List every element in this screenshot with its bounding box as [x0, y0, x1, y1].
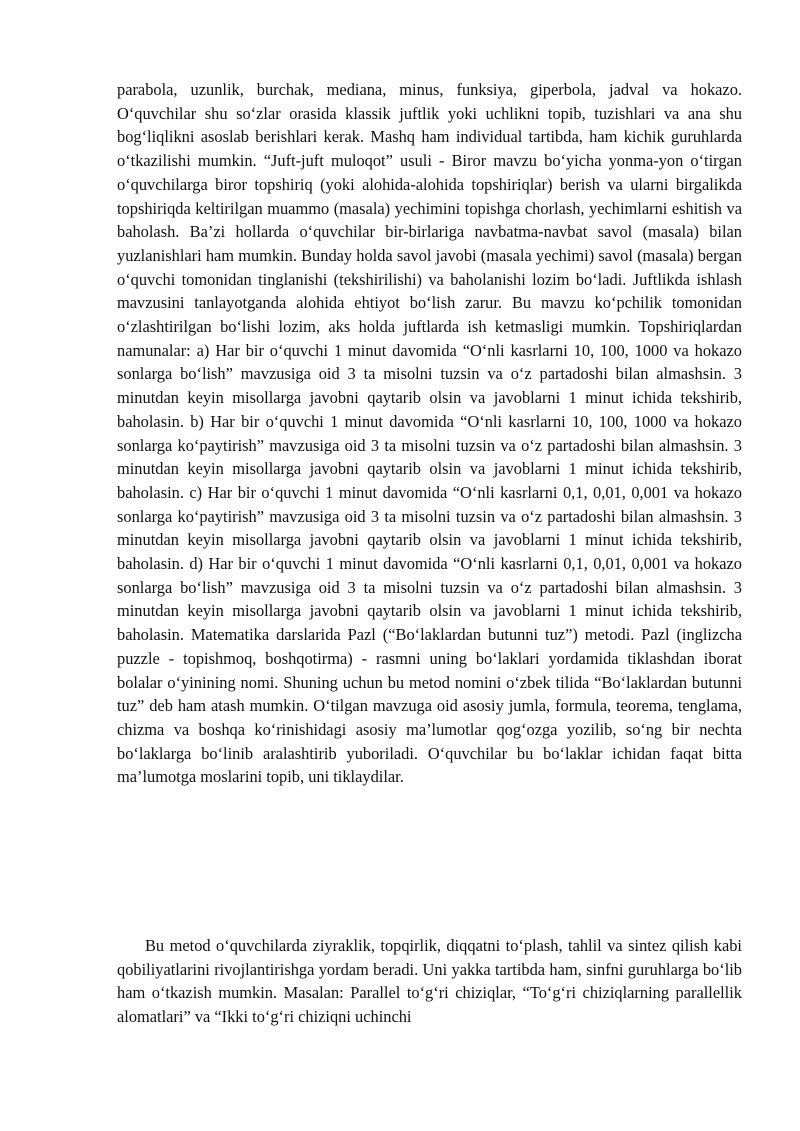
body-paragraph: parabola, uzunlik, burchak, mediana, minus, funksiya, giperbola, jadval va hokazo. O‘quvchilar shu so‘zlar orasida klassik juftlik yoki uchlikni topib, tuzishlari va ana shu bog‘liqlikni asoslab berishlari kerak. Mashq ham individual tartibda, ham kichik guruhlarda o‘tkazilishi mumkin. “Juft-juft muloqot” usuli - Biror mavzu bo‘yicha yonma-yon o‘tirgan o‘quvchilarga biror topshiriq (yoki alohida-alohida topshiriqlar) berish va ularni birgalikda topshiriqda keltirilgan muammo (masala) yechimini topishga chorlash, yechimlarni eshitish va baholash. Ba’zi hollarda o‘quvchilar bir-birlariga navbatma-navbat savol (masala) bilan yuzlanishlari ham mumkin. Bunday holda savol javobi (masala yechimi) savol (masala) bergan o‘quvchi tomonidan tinglanishi (tekshirilishi) va baholanishi lozim bo‘ladi. Juftlikda ishlash mavzusini tanlayotganda alohida ehtiyot bo‘lish zarur. Bu mavzu ko‘pchilik tomonidan o‘zlashtirilgan bo‘lishi lozim, aks holda juftlarda ish ketmasligi mumkin. Topshiriqlardan namunalar: a) Har bir o‘quvchi 1 minut davomida “O‘nli kasrlarni 10, 100, 1000 va hokazo sonlarga bo‘lish” mavzusiga oid 3 ta misolni tuzsin va o‘z partadoshi bilan almashsin. 3 minutdan keyin misollarga javobni qaytarib olsin va javoblarni 1 minut ichida tekshirib, baholasin. b) Har bir o‘quvchi 1 minut davomida “O‘nli kasrlarni 10, 100, 1000 va hokazo sonlarga ko‘paytirish” mavzusiga oid 3 ta misolni tuzsin va o‘z partadoshi bilan almashsin. 3 minutdan keyin misollarga javobni qaytarib olsin va javoblarni 1 minut ichida tekshirib, baholasin. c) Har bir o‘quvchi 1 minut davomida “O‘nli kasrlarni 0,1, 0,01, 0,001 va hokazo sonlarga ko‘paytirish” mavzusiga oid 3 ta misolni tuzsin va o‘z partadoshi bilan almashsin. 3 minutdan keyin misollarga javobni qaytarib olsin va javoblarni 1 minut ichida tekshirib, baholasin. d) Har bir o‘quvchi 1 minut davomida “O‘nli kasrlarni 0,1, 0,01, 0,001 va hokazo sonlarga bo‘lish” mavzusiga oid 3 ta misolni tuzsin va o‘z partadoshi bilan almashsin. 3 minutdan keyin misollarga javobni qaytarib olsin va javoblarni 1 minut ichida tekshirib, baholasin. Matematika darslarida Pazl (“Bo‘laklardan butunni tuz”) metodi. Pazl (inglizcha puzzle - topishmoq, boshqotirma) - rasmni uning bo‘laklari yordamida tiklashdan iborat bolalar o‘yinining nomi. Shuning uchun bu metod nomini o‘zbek tilida “Bo‘laklardan butunni tuz” deb ham atash mumkin. O‘tilgan mavzuga oid asosiy jumla, formula, teorema, tenglama, chizma va boshqa ko‘rinishidagi asosiy ma’lumotlar qog‘ozga yozilib, so‘ng bir nechta bo‘laklarga bo‘linib aralashtirib yuboriladi. O‘quvchilar bu bo‘laklar ichidan faqat bitta ma’lumotga moslarini topib, uni tiklaydilar.: [117, 80, 742, 787]
body-paragraph: Bu metod o‘quvchilarda ziyraklik, topqirlik, diqqatni to‘plash, tahlil va sintez qilish kabi qobiliyatlarini rivojlantirishga yordam beradi. Uni yakka tartibda ham, sinfni guruhlarga bo‘lib ham o‘tkazish mumkin. Masalan: Parallel to‘g‘ri chiziqlar, “To‘g‘ri chiziqlarning parallellik alomatlari” va “Ikki to‘g‘ri chiziqni uchinchi: [117, 936, 742, 1027]
